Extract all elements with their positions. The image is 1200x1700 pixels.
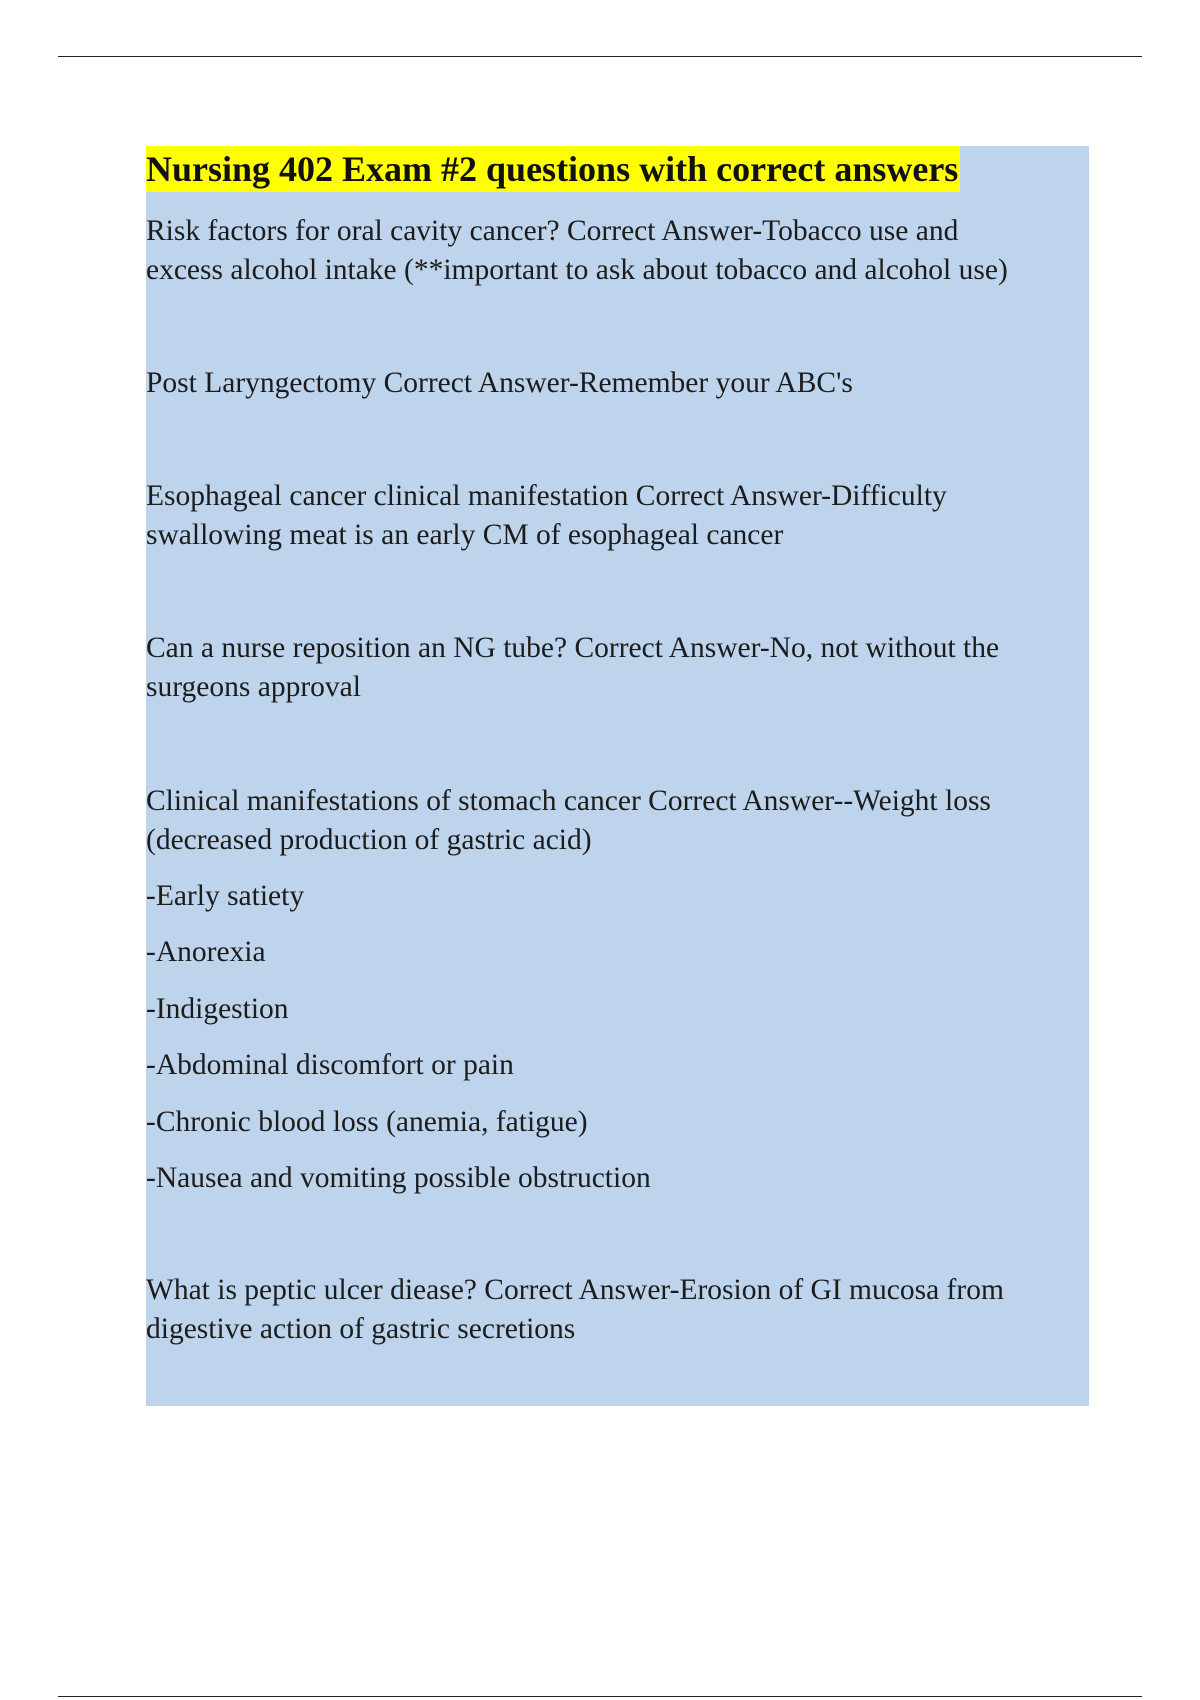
entry-line: Esophageal cancer clinical manifestation Correct Answer-Difficulty [146,480,947,512]
entry-line: (decreased production of gastric acid) [146,824,592,856]
qa-entry-esophageal-cancer [146,477,1092,555]
list-item: -Abdominal discomfort or pain [146,1049,514,1081]
entry-line: surgeons approval [146,671,361,703]
list-item: -Nausea and vomiting possible obstruction [146,1162,651,1194]
list-item: -Anorexia [146,936,266,968]
footer-rule [58,1696,1142,1697]
entry-line: Can a nurse reposition an NG tube? Correct Answer-No, not without the [146,632,1000,664]
qa-entry-oral-cavity-cancer [146,212,1092,290]
list-item: -Early satiety [146,880,305,912]
document-title: Nursing 402 Exam #2 questions with correct answers [146,146,960,192]
qa-entry-ng-tube [146,629,1092,707]
qa-entry-post-laryngectomy [146,364,1092,403]
entry-line: Risk factors for oral cavity cancer? Correct Answer-Tobacco use and [146,215,959,247]
list-item: -Chronic blood loss (anemia, fatigue) [146,1106,588,1138]
entry-line: Clinical manifestations of stomach cancer Correct Answer--Weight loss [146,785,991,817]
entry-line: What is peptic ulcer diease? Correct Answer-Erosion of GI mucosa from [146,1274,1004,1306]
entry-line: digestive action of gastric secretions [146,1313,576,1345]
qa-entry-peptic-ulcer [146,1271,1092,1349]
content-panel [146,146,1089,1406]
entry-line: excess alcohol intake (**important to ask about tobacco and alcohol use) [146,254,1008,286]
header-rule [58,56,1142,57]
entry-line: Post Laryngectomy Correct Answer-Remember your ABC's [146,367,853,399]
list-item: -Indigestion [146,993,289,1025]
entry-line: swallowing meat is an early CM of esophageal cancer [146,519,784,551]
qa-entry-stomach-cancer [146,782,1092,860]
